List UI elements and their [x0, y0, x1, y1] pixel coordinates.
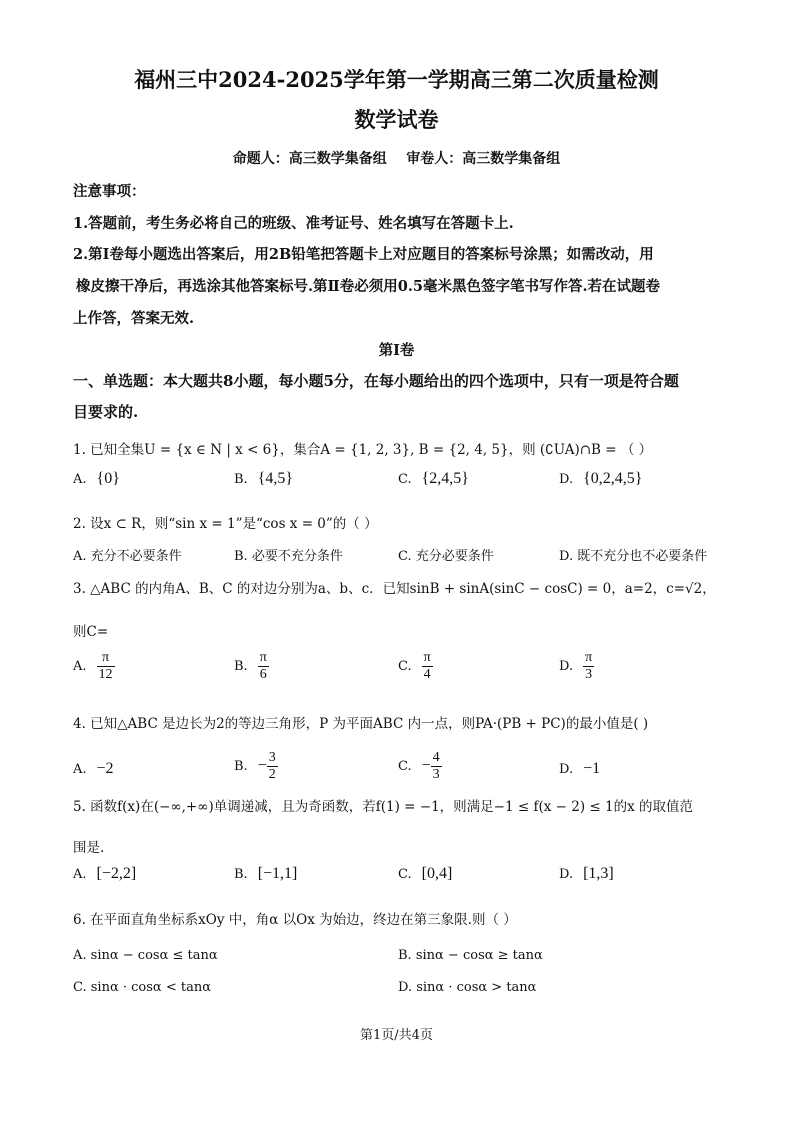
volume-heading: 第Ⅰ卷 [378, 342, 415, 359]
question-2-option-a: A. 充分不必要条件 [73, 549, 182, 564]
notice-item-1: 1.答题前，考生务必将自己的班级、准考证号、姓名填写在答题卡上. [73, 215, 514, 232]
notice-heading: 注意事项： [73, 183, 146, 200]
question-1-option-c: C. {2,4,5} [398, 470, 469, 487]
question-4-option-a: A. −2 [73, 760, 114, 777]
exam-title: 福州三中2024-2025学年第一学期高三第二次质量检测 [134, 67, 659, 92]
notice-item-2-line-2: 橡皮擦干净后，再选涂其他答案标号.第Ⅱ卷必须用0.5毫米黑色签字笔书写作答.若在试题卷 [76, 278, 661, 295]
question-5-stem: 5. 函数f(x)在(−∞,+∞)单调递减，且为奇函数，若f(1) = −1，则满足−1 ≤ f(x − 2) ≤ 1的x 的取值范 [73, 799, 693, 815]
section-heading-line-1: 一、单选题：本大题共8小题，每小题5分，在每小题给出的四个选项中，只有一项是符合题 [73, 372, 679, 390]
question-5-option-c: C. [0,4] [398, 865, 453, 882]
question-3-option-c: C. $\frac{\pi}{4}$ [398, 650, 431, 682]
question-2-option-d: D. 既不充分也不必要条件 [559, 549, 708, 564]
question-2-option-b: B. 必要不充分条件 [234, 549, 343, 564]
question-5-option-d: D. [1,3] [559, 865, 614, 882]
question-1-option-d: D. {0,2,4,5} [559, 470, 643, 487]
question-2-stem: 2. 设x ⊂ R，则“sin x = 1”是“cos x = 0”的（ ） [73, 516, 378, 532]
question-6-option-a: A. sinα − cosα ≤ tanα [73, 948, 218, 963]
authors-line: 命题人：高三数学集备组 审卷人：高三数学集备组 [232, 151, 561, 167]
question-3-option-d: D. $\frac{\pi}{3}$ [559, 650, 593, 682]
question-5-option-b: B. [−1,1] [234, 865, 298, 882]
subject-title: 数学试卷 [354, 107, 439, 132]
question-3-option-b: B. $\frac{\pi}{6}$ [234, 650, 267, 682]
question-1-option-b: B. {4,5} [234, 470, 294, 487]
section-heading-line-2: 目要求的. [73, 403, 139, 421]
question-4-option-b: B. − $\frac{3}{2}$ [234, 750, 276, 782]
page-footer: 第1页/共4页 [360, 1028, 433, 1043]
question-6-option-b: B. sinα − cosα ≥ tanα [398, 948, 543, 963]
question-1-stem: 1. 已知全集U = {x ∈ N | x < 6}，集合A = {1, 2, 3}, B = {2, 4, 5}，则 (∁UA)∩B = （ ） [73, 442, 653, 458]
notice-item-2-line-1: 2.第Ⅰ卷每小题选出答案后，用2B铅笔把答题卡上对应题目的答案标号涂黑；如需改动，用 [73, 246, 654, 263]
question-3-option-a: A. $\frac{\pi}{12}$ [73, 650, 113, 682]
question-3-stem-2: 则C= [73, 624, 109, 640]
question-4-stem: 4. 已知△ABC 是边长为2的等边三角形，P 为平面ABC 内一点，则PA·(PB + PC)的最小值是( ) [73, 716, 649, 732]
question-2-option-c: C. 充分必要条件 [398, 549, 494, 564]
question-6-option-d: D. sinα · cosα > tanα [398, 980, 537, 995]
question-6-option-c: C. sinα · cosα < tanα [73, 980, 211, 995]
question-6-stem: 6. 在平面直角坐标系xOy 中，角α 以Ox 为始边，终边在第三象限.则（ ） [73, 912, 517, 928]
question-5-option-a: A. [−2,2] [73, 865, 137, 882]
question-5-stem-2: 围是. [73, 840, 105, 856]
notice-item-2-line-3: 上作答，答案无效. [73, 310, 195, 327]
question-4-option-d: D. −1 [559, 760, 601, 777]
question-3-stem: 3. △ABC 的内角A、B、C 的对边分别为a、b、c．已知sinB + sinA(sinC − cosC) = 0，a=2，c=√2， [73, 581, 716, 597]
question-4-option-c: C. − $\frac{4}{3}$ [398, 750, 440, 782]
question-1-option-a: A. {0} [73, 470, 120, 487]
